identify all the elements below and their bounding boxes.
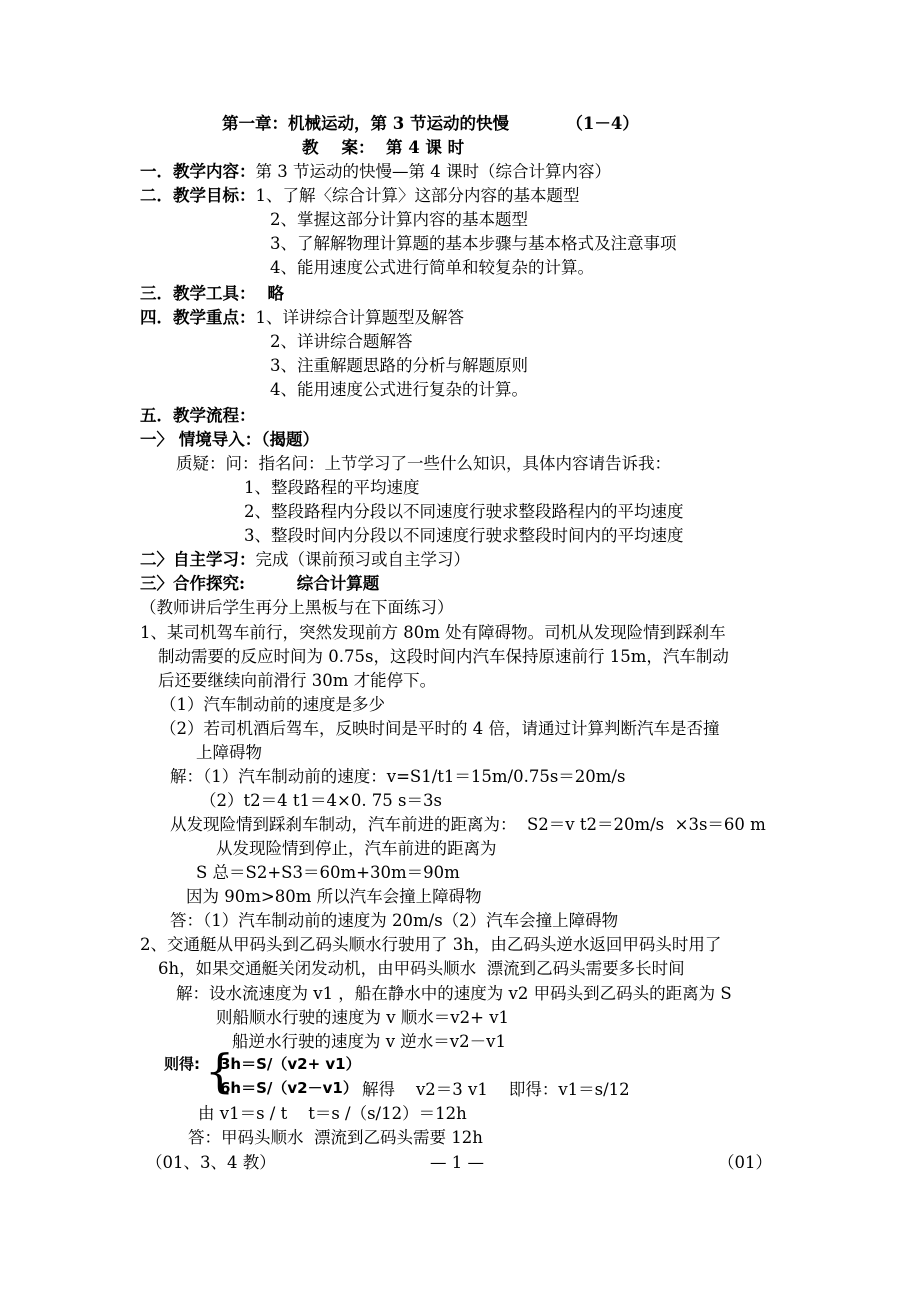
equation-line: 3h＝S/（v2+ v1） (220, 1055, 361, 1073)
problem1-solution: （2）t2＝4 t1＝4×0. 75 s＝3s (200, 791, 442, 810)
section-label: 二〉自主学习： (140, 550, 256, 569)
list-item: 3、整段时间内分段以不同速度行驶求整段时间内的平均速度 (244, 526, 684, 545)
problem1-solution: 解：（1）汽车制动前的速度：v=S1/t1＝15m/0.75s＝20m/s (170, 767, 626, 786)
section-text: 第 3 节运动的快慢—第 4 课时（综合计算内容） (255, 162, 611, 181)
part-cooperation-note: （教师讲后学生再分上黑板与在下面练习） (140, 598, 454, 617)
problem2-solution: 由 v1＝s / t t＝s /（s/12）＝12h (198, 1104, 467, 1123)
problem1-answer: 答：（1）汽车制动前的速度为 20m/s（2）汽车会撞上障碍物 (170, 911, 619, 930)
part-cooperation-label: 三〉合作探究: 综合计算题 (140, 574, 380, 593)
section-label: 一．教学内容： (140, 162, 256, 181)
part-intro-label: 一〉 情境导入：（揭题） (140, 430, 319, 449)
section-process: 五．教学流程： (140, 406, 256, 425)
equation-label: 则得: (164, 1055, 200, 1073)
list-item: 1、整段路程的平均速度 (244, 478, 420, 497)
section-text: 略 (267, 284, 284, 303)
section-tools (140, 283, 284, 305)
problem1-question: （2）若司机酒后驾车，反映时间是平时的 4 倍，请通过计算判断汽车是否撞 (160, 719, 720, 738)
subtitle-text: 教 案： 第 4 课 时 (302, 138, 465, 157)
list-item: 4、能用速度公式进行简单和较复杂的计算。 (270, 258, 594, 277)
problem1-solution: 从发现险情到停止，汽车前进的距离为 (216, 839, 497, 858)
problem2-line: 6h，如果交通艇关闭发动机，由甲码头顺水 漂流到乙码头需要多长时间 (158, 959, 685, 978)
list-item: 2、整段路程内分段以不同速度行驶求整段路程内的平均速度 (244, 502, 684, 521)
part-self-study (140, 549, 470, 571)
list-item: 3、注重解题思路的分析与解题原则 (270, 356, 528, 375)
equation-line: 6h＝S/（v2－v1） (220, 1079, 358, 1097)
problem1-line: 后还要继续向前滑行 30m 才能停下。 (158, 671, 437, 690)
section-content (140, 161, 611, 183)
list-item: 1、了解〈综合计算〉这部分内容的基本题型 (255, 186, 580, 205)
page-subtitle (302, 137, 464, 159)
problem2-answer: 答：甲码头顺水 漂流到乙码头需要 12h (188, 1128, 483, 1147)
problem2-solution: 解：设水流速度为 v1 ，船在静水中的速度为 v2 甲码头到乙码头的距离为 S (176, 984, 732, 1003)
problem1-line: 制动需要的反应时间为 0.75s，这段时间内汽车保持原速前行 15m，汽车制动 (158, 647, 729, 666)
problem2-line: 2、交通艇从甲码头到乙码头顺水行驶用了 3h，由乙码头逆水返回甲码头时用了 (140, 935, 722, 954)
page-title (222, 113, 639, 135)
equation-solution: 解得 v2＝3 v1 即得：v1＝s/12 (362, 1080, 630, 1099)
section-label: 四．教学重点： (140, 308, 256, 327)
page-number: — 1 — (430, 1153, 484, 1172)
list-item: 4、能用速度公式进行复杂的计算。 (270, 380, 528, 399)
section-objectives (140, 185, 580, 207)
problem2-solution: 则船顺水行驶的速度为 v 顺水＝v2+ v1 (216, 1008, 510, 1027)
title-text: 第一章：机械运动，第 3 节运动的快慢 （1－4） (222, 114, 639, 133)
problem1-solution: 从发现险情到踩刹车制动，汽车前进的距离为： S2＝v t2＝20m/s ×3s＝60 m (170, 815, 766, 834)
section-label: 三．教学工具： (140, 284, 256, 303)
part-intro-question: 质疑：问：指名问：上节学习了一些什么知识，具体内容请告诉我： (176, 454, 671, 473)
section-label: 二．教学目标： (140, 186, 256, 205)
list-item: 1、详讲综合计算题型及解答 (255, 308, 464, 327)
section-text: 完成（课前预习或自主学习） (255, 550, 470, 569)
list-item: 2、详讲综合题解答 (270, 332, 413, 351)
problem1-solution: 因为 90m>80m 所以汽车会撞上障碍物 (186, 887, 482, 906)
section-keypoints (140, 307, 464, 329)
problem1-question: （1）汽车制动前的速度是多少 (160, 695, 385, 714)
problem1-line: 1、某司机驾车前行，突然发现前方 80m 处有障碍物。司机从发现险情到踩刹车 (140, 623, 726, 642)
list-item: 3、了解解物理计算题的基本步骤与基本格式及注意事项 (270, 234, 677, 253)
footer-left: （01、3、4 教） (146, 1153, 276, 1172)
footer-right: （01） (718, 1153, 772, 1172)
problem1-solution: S 总＝S2+S3＝60m+30m＝90m (196, 863, 460, 882)
problem2-solution: 船逆水行驶的速度为 v 逆水＝v2－v1 (232, 1032, 506, 1051)
list-item: 2、掌握这部分计算内容的基本题型 (270, 210, 528, 229)
brace-icon: { (205, 1044, 235, 1098)
problem1-question: 上障碍物 (196, 743, 262, 762)
